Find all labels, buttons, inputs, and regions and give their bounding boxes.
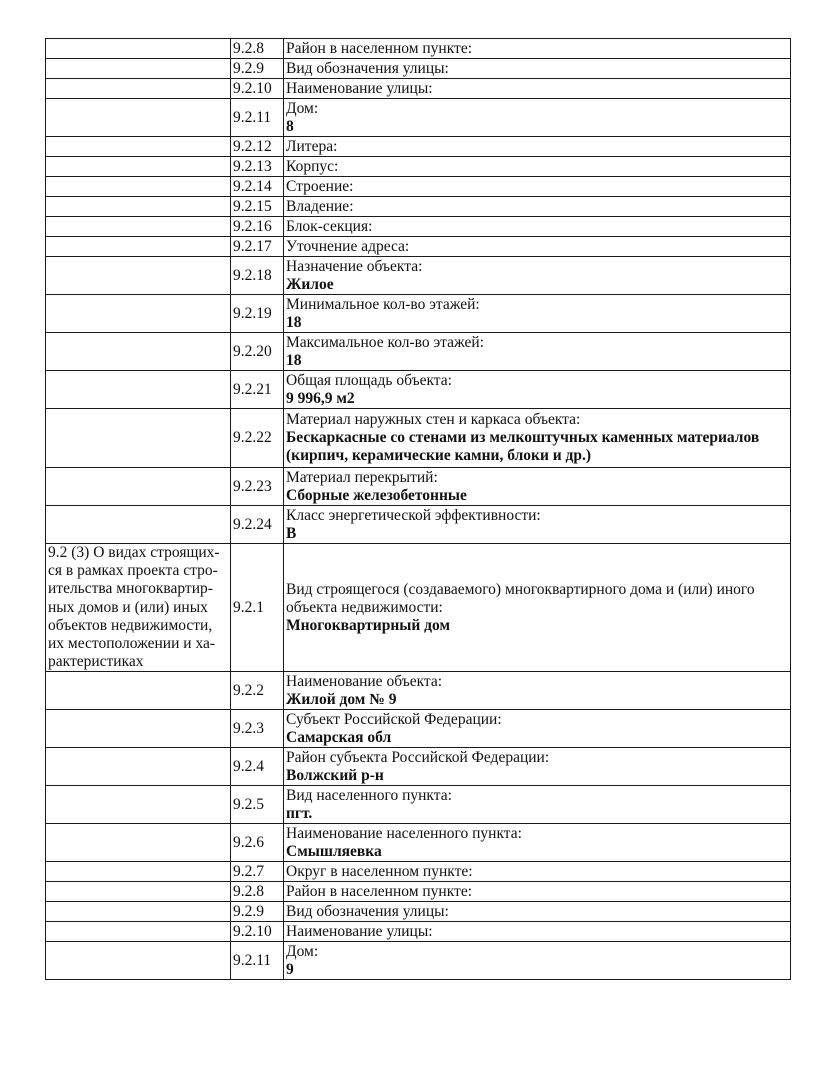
item-content xyxy=(284,942,791,980)
table-row xyxy=(46,59,791,79)
item-label: Наименование улицы: xyxy=(286,79,433,97)
item-content xyxy=(284,922,791,942)
item-value: 9 xyxy=(286,960,294,978)
item-number: 9.2.3 xyxy=(231,710,284,748)
item-number: 9.2.9 xyxy=(231,59,284,79)
item-content xyxy=(284,371,791,409)
table-row xyxy=(46,177,791,197)
section-cell xyxy=(46,902,231,922)
table-row xyxy=(46,902,791,922)
section-cell xyxy=(46,79,231,99)
item-number: 9.2.13 xyxy=(231,157,284,177)
table-row xyxy=(46,137,791,157)
item-label: Субъект Российской Федерации: xyxy=(286,710,502,728)
table-row xyxy=(46,942,791,980)
item-number: 9.2.11 xyxy=(231,942,284,980)
item-label: Дом: xyxy=(286,99,319,117)
item-number: 9.2.20 xyxy=(231,333,284,371)
item-label: Строение: xyxy=(286,177,354,195)
table-row xyxy=(46,197,791,217)
table-row xyxy=(46,786,791,824)
section-cell xyxy=(46,862,231,882)
item-number: 9.2.12 xyxy=(231,137,284,157)
item-content xyxy=(284,197,791,217)
item-content xyxy=(284,79,791,99)
item-content xyxy=(284,257,791,295)
item-content xyxy=(284,59,791,79)
table-row xyxy=(46,409,791,468)
table-row xyxy=(46,710,791,748)
item-value: В xyxy=(286,524,297,542)
item-number: 9.2.17 xyxy=(231,237,284,257)
table-row xyxy=(46,217,791,237)
item-content xyxy=(284,786,791,824)
item-number: 9.2.15 xyxy=(231,197,284,217)
item-number: 9.2.6 xyxy=(231,824,284,862)
item-content xyxy=(284,99,791,137)
item-value: Жилой дом № 9 xyxy=(286,690,397,708)
item-number: 9.2.19 xyxy=(231,295,284,333)
item-content xyxy=(284,295,791,333)
item-label: Наименование объекта: xyxy=(286,672,443,690)
item-content xyxy=(284,902,791,922)
section-cell xyxy=(46,748,231,786)
item-content xyxy=(284,157,791,177)
item-number: 9.2.21 xyxy=(231,371,284,409)
section-cell xyxy=(46,99,231,137)
section-cell xyxy=(46,468,231,506)
section-cell xyxy=(46,237,231,257)
item-label: Наименование населенного пункта: xyxy=(286,824,522,842)
table-row xyxy=(46,672,791,710)
item-number: 9.2.5 xyxy=(231,786,284,824)
item-value: 18 xyxy=(286,351,302,369)
table-row xyxy=(46,922,791,942)
item-number: 9.2.1 xyxy=(231,544,284,672)
item-label: Материал перекрытий: xyxy=(286,468,438,486)
section-cell xyxy=(46,157,231,177)
item-label: Вид обозначения улицы: xyxy=(286,902,449,920)
table-row xyxy=(46,79,791,99)
item-label: Литера: xyxy=(286,137,338,155)
item-label: Владение: xyxy=(286,197,354,215)
table-row xyxy=(46,862,791,882)
item-content xyxy=(284,748,791,786)
item-content xyxy=(284,672,791,710)
item-content xyxy=(284,506,791,544)
table-row xyxy=(46,748,791,786)
item-number: 9.2.11 xyxy=(231,99,284,137)
item-value: Сборные железобетонные xyxy=(286,486,467,504)
table-row xyxy=(46,824,791,862)
section-cell xyxy=(46,197,231,217)
item-content xyxy=(284,217,791,237)
item-label: Вид обозначения улицы: xyxy=(286,59,449,77)
document-table xyxy=(45,38,791,980)
table-row xyxy=(46,468,791,506)
item-content xyxy=(284,409,791,468)
item-label: Округ в населенном пункте: xyxy=(286,862,473,880)
section-cell xyxy=(46,39,231,59)
item-number: 9.2.7 xyxy=(231,862,284,882)
section-cell xyxy=(46,942,231,980)
item-number: 9.2.10 xyxy=(231,79,284,99)
section-cell xyxy=(46,824,231,862)
item-number: 9.2.10 xyxy=(231,922,284,942)
item-label: Вид строящегося (создаваемого) многоквартирного дома и (или) иного объекта недвижимости: xyxy=(286,580,755,616)
section-cell xyxy=(46,257,231,295)
item-number: 9.2.9 xyxy=(231,902,284,922)
item-number: 9.2.2 xyxy=(231,672,284,710)
section-cell xyxy=(46,409,231,468)
table-row xyxy=(46,295,791,333)
item-label: Общая площадь объекта: xyxy=(286,371,452,389)
table-row xyxy=(46,257,791,295)
item-number: 9.2.8 xyxy=(231,39,284,59)
section-cell xyxy=(46,786,231,824)
item-value: Жилое xyxy=(286,275,334,293)
item-number: 9.2.8 xyxy=(231,882,284,902)
item-number: 9.2.23 xyxy=(231,468,284,506)
item-content xyxy=(284,237,791,257)
table-row xyxy=(46,544,791,672)
table-row xyxy=(46,333,791,371)
item-label: Вид населенного пункта: xyxy=(286,786,452,804)
item-content xyxy=(284,137,791,157)
item-label: Район в населенном пункте: xyxy=(286,39,472,57)
section-cell xyxy=(46,217,231,237)
item-label: Район в населенном пункте: xyxy=(286,882,472,900)
item-number: 9.2.14 xyxy=(231,177,284,197)
item-number: 9.2.4 xyxy=(231,748,284,786)
table-row xyxy=(46,237,791,257)
section-cell xyxy=(46,710,231,748)
section-cell xyxy=(46,672,231,710)
item-value: Самарская обл xyxy=(286,728,392,746)
item-label: Уточнение адреса: xyxy=(286,237,410,255)
section-cell xyxy=(46,506,231,544)
section-cell xyxy=(46,371,231,409)
section-cell xyxy=(46,59,231,79)
item-value: 9 996,9 м2 xyxy=(286,389,355,407)
table-row xyxy=(46,506,791,544)
item-content xyxy=(284,710,791,748)
item-label: Назначение объекта: xyxy=(286,257,423,275)
item-content xyxy=(284,468,791,506)
item-content xyxy=(284,862,791,882)
section-cell xyxy=(46,137,231,157)
item-content xyxy=(284,333,791,371)
item-label: Район субъекта Российской Федерации: xyxy=(286,748,550,766)
section-cell xyxy=(46,333,231,371)
table-row xyxy=(46,99,791,137)
section-cell: 9.2 (3) О видах строящих-ся в рамках проекта стро-ительства многоквартир-ных домов и (или) иных объектов недвижимости, их местоположении и ха-рактеристиках xyxy=(46,544,231,672)
section-cell xyxy=(46,882,231,902)
item-content xyxy=(284,882,791,902)
item-number: 9.2.24 xyxy=(231,506,284,544)
item-label: Наименование улицы: xyxy=(286,922,433,940)
section-cell xyxy=(46,295,231,333)
table-row xyxy=(46,882,791,902)
item-value: 18 xyxy=(286,313,302,331)
section-cell xyxy=(46,177,231,197)
table-row xyxy=(46,39,791,59)
item-label: Материал наружных стен и каркаса объекта: xyxy=(286,411,581,428)
table-row xyxy=(46,371,791,409)
item-value: Волжский р-н xyxy=(286,766,384,784)
item-value: Многоквартирный дом xyxy=(286,616,451,634)
section-cell xyxy=(46,922,231,942)
item-label: Дом: xyxy=(286,942,319,960)
item-value: Бескаркасные со стенами из мелкоштучных каменных материалов (кирпич, керамические камни, блоки и др.) xyxy=(286,429,760,464)
item-value: пгт. xyxy=(286,804,313,822)
item-label: Минимальное кол-во этажей: xyxy=(286,295,480,313)
item-value: Смышляевка xyxy=(286,842,382,860)
item-content xyxy=(284,177,791,197)
item-label: Корпус: xyxy=(286,157,339,175)
item-number: 9.2.18 xyxy=(231,257,284,295)
item-label: Класс энергетической эффективности: xyxy=(286,506,541,524)
item-value: 8 xyxy=(286,117,294,135)
table-row xyxy=(46,157,791,177)
item-label: Максимальное кол-во этажей: xyxy=(286,333,484,351)
item-number: 9.2.22 xyxy=(231,409,284,468)
item-number: 9.2.16 xyxy=(231,217,284,237)
item-content xyxy=(284,39,791,59)
item-content xyxy=(284,824,791,862)
table-body xyxy=(46,39,791,980)
item-label: Блок-секция: xyxy=(286,217,373,235)
item-content xyxy=(284,544,791,672)
